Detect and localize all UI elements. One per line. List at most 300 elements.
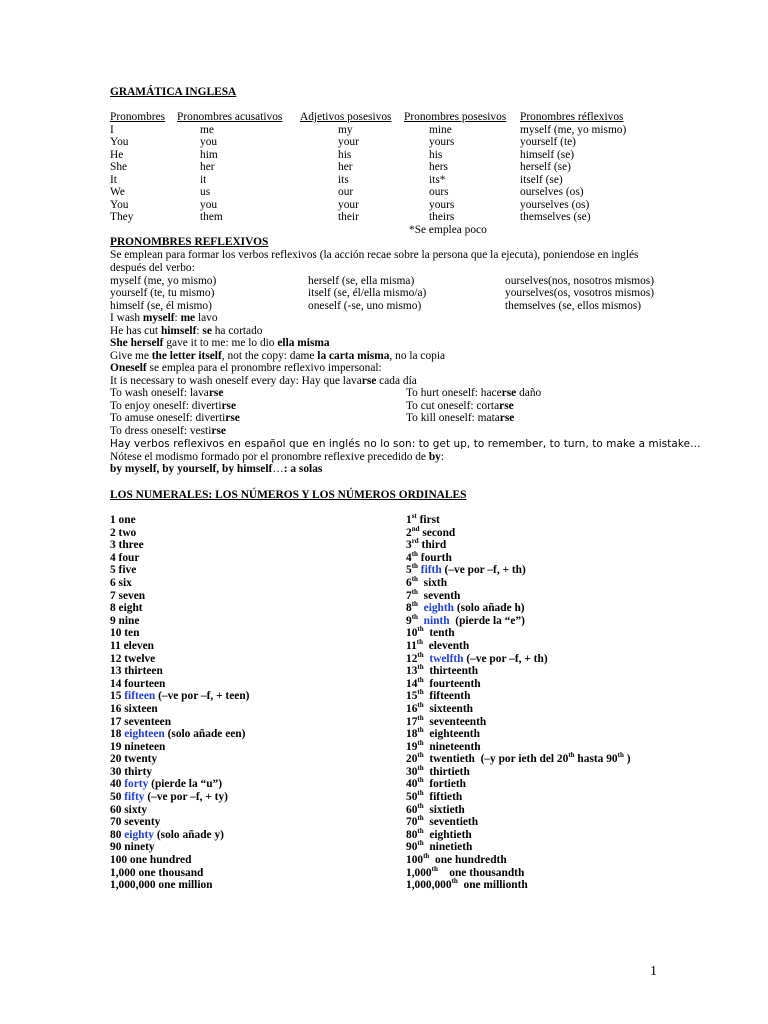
reflexive-grid-col-2: [308, 275, 426, 313]
table-cell: ours: [429, 186, 449, 199]
ordinal-number: 16: [406, 702, 418, 715]
cardinal-item: [110, 690, 249, 703]
col-reflexivos: [520, 111, 626, 224]
ordinal-item: [406, 665, 631, 678]
ordinal-number: 40: [406, 778, 418, 791]
text: To dress oneself: vesti: [110, 424, 212, 437]
text: It is necessary to wash oneself every day: Hay que lava: [110, 374, 362, 387]
ordinal-number: 1,000: [406, 866, 432, 879]
text: (–ve por –f, + th): [463, 652, 548, 665]
text: (solo añade h): [454, 602, 525, 615]
text: se emplea para el pronombre reflexivo impersonal:: [146, 362, 382, 374]
table-footnote: *Se emplea poco: [409, 224, 487, 236]
text: fifteenth: [423, 690, 471, 703]
text: 1,000,000 one million: [110, 879, 213, 892]
text: 30 thirty: [110, 765, 153, 778]
ordinal-item: [406, 574, 631, 590]
table-cell: their: [338, 211, 359, 224]
ordinal-number: 15: [406, 690, 418, 703]
text: sixteenth: [423, 702, 473, 715]
text: 12 twelve: [110, 652, 156, 665]
cardinal-item: [110, 879, 249, 892]
text: cada día: [376, 374, 417, 387]
table-cell: myself (me, yo mismo): [520, 123, 627, 136]
text: :: [440, 450, 445, 463]
text: 40: [110, 778, 125, 791]
text: 7 seven: [110, 589, 146, 602]
ordinal-number: 19: [406, 740, 418, 753]
highlighted-word: fifteen: [124, 690, 156, 703]
ordinal-number: 20: [406, 753, 418, 766]
highlighted-word: twelfth: [429, 652, 464, 665]
grid-cell: itself (se, él/ella mismo/a): [308, 287, 427, 300]
col-adjetivos: [300, 111, 391, 124]
ordinal-suffix: th: [417, 713, 424, 722]
cardinal-item: [110, 728, 249, 741]
ordinal-item: [406, 690, 631, 703]
highlighted-word: fifty: [124, 791, 145, 804]
highlighted-word: forty: [124, 778, 149, 791]
ordinal-number: 2: [406, 526, 412, 539]
ordinal-item: [406, 564, 631, 577]
text: ninetieth: [423, 841, 473, 854]
verb-line: [110, 387, 240, 400]
text: sixth: [417, 576, 448, 589]
text: :: [174, 312, 181, 324]
ordinal-item: [406, 627, 631, 640]
grid-cell: himself (se, él mismo): [110, 299, 212, 312]
grid-cell: ourselves(nos, nosotros mismos): [505, 274, 655, 287]
text: seventh: [417, 589, 461, 602]
section-heading-reflexivos: PRONOMBRES REFLEXIVOS: [110, 236, 269, 248]
ordinal-item: [406, 826, 631, 842]
highlighted-word: eighth: [423, 602, 455, 615]
table-cell: his: [429, 148, 443, 161]
ordinal-item: [406, 650, 631, 666]
highlighted-word: ninth: [423, 614, 450, 627]
table-header: Adjetivos posesivos: [300, 111, 392, 123]
ordinal-item: [406, 854, 631, 867]
cardinal-item: [110, 829, 249, 842]
ordinal-number: 6: [406, 576, 412, 589]
example-line: [110, 451, 444, 464]
table-cell: her: [200, 161, 215, 174]
text: 19 nineteen: [110, 740, 166, 753]
cardinal-item: [110, 514, 249, 527]
text: Give me: [110, 349, 152, 362]
text: lavo: [195, 312, 218, 324]
ordinal-suffix: rd: [411, 537, 419, 546]
verbs-left: [110, 387, 240, 437]
text: gave it to me: me lo dio: [163, 337, 278, 349]
text: Nótese el modismo formado por el pronombre reflexive precedido de: [110, 450, 429, 463]
text: 6 six: [110, 576, 132, 589]
table-cell: him: [200, 148, 218, 161]
ordinal-suffix: th: [431, 864, 438, 873]
cardinal-item: [110, 804, 249, 817]
ordinal-suffix: th: [417, 663, 424, 672]
verb-line: [110, 400, 240, 413]
section-heading-numerales: LOS NUMERALES: LOS NÚMEROS Y LOS NÚMEROS ORDINALES: [110, 489, 467, 501]
ordinal-suffix: th: [417, 801, 424, 810]
text: fortieth: [423, 778, 467, 791]
verbs-right: [406, 387, 541, 425]
text: To enjoy oneself: diverti: [110, 399, 222, 412]
ordinal-number: 13: [406, 665, 418, 678]
text: To cut oneself: corta: [406, 399, 500, 412]
cardinal-item: [110, 741, 249, 754]
text: To kill oneself: mata: [406, 412, 500, 425]
example-line: [110, 463, 322, 476]
text: (–ve por –f, + ty): [144, 791, 228, 804]
grid-cell: yourself (te, tu mismo): [110, 287, 215, 300]
text: 9 nine: [110, 614, 140, 627]
table-cell: them: [200, 211, 223, 224]
ordinal-suffix: th: [417, 675, 424, 684]
reflexive-grid-col-1: [110, 275, 216, 313]
text: (pierde la “e”): [449, 614, 525, 627]
text: eleventh: [423, 639, 470, 652]
ordinal-suffix: nd: [411, 524, 420, 533]
table-cell: They: [110, 211, 134, 224]
table-cell: it: [200, 173, 207, 186]
text: To hurt oneself: hace: [406, 387, 502, 399]
text: one millionth: [457, 879, 528, 892]
text: 80: [110, 828, 125, 841]
ordinal-number: 1,000,000: [406, 879, 452, 892]
ordinal-number: 9: [406, 614, 412, 627]
text: rse: [499, 412, 515, 425]
table-cell: You: [110, 136, 129, 149]
text: (solo añade een): [164, 728, 246, 741]
text: thirtieth: [423, 765, 470, 778]
table-cell: your: [338, 198, 359, 211]
verb-line: [406, 412, 541, 425]
ordinal-item: [406, 791, 631, 804]
cardinal-item: [110, 552, 249, 565]
ordinal-suffix: th: [423, 852, 430, 861]
ordinal-suffix: th: [411, 600, 418, 609]
text: 100 one hundred: [110, 854, 192, 867]
text: daño: [516, 387, 542, 399]
text: hasta 90: [574, 753, 618, 766]
table-cell: himself (se): [520, 148, 575, 161]
table-cell: yours: [429, 198, 455, 211]
ordinal-number: 80: [406, 828, 418, 841]
text: ella misma: [277, 337, 330, 349]
table-header: Pronombres posesivos: [404, 111, 507, 123]
text: (–ve por –f, + teen): [155, 690, 250, 703]
cardinal-item: [110, 678, 249, 691]
text: Oneself: [110, 362, 147, 374]
ordinal-item: [406, 763, 631, 779]
cardinal-item: [110, 766, 249, 779]
text: 5 five: [110, 564, 137, 577]
text: 13 thirteen: [110, 665, 163, 678]
text: one thousandth: [437, 866, 525, 879]
text: 14 fourteen: [110, 677, 166, 690]
verb-line: [110, 425, 240, 438]
cardinal-item: [110, 602, 249, 615]
ordinal-number: 90: [406, 841, 418, 854]
table-cell: her: [338, 161, 353, 174]
table-cell: themselves (se): [520, 211, 591, 224]
text: (pierde la “u”): [148, 778, 223, 791]
text: rse: [221, 399, 237, 412]
ordinal-item: [406, 587, 631, 603]
ordinal-number: 60: [406, 803, 418, 816]
highlighted-word: eighteen: [124, 728, 165, 741]
text: me: [180, 312, 196, 324]
text: twentieth (–y por ieth del 20: [423, 753, 569, 766]
verb-line: [406, 387, 541, 400]
text: 10 ten: [110, 627, 140, 640]
ordinal-number: 3: [406, 539, 412, 552]
text: eighteenth: [423, 728, 480, 741]
table-cell: ourselves (os): [520, 186, 584, 199]
example-line: [110, 350, 445, 363]
ordinal-item: [406, 801, 631, 817]
text: ha cortado: [211, 324, 263, 337]
ordinal-item: [406, 612, 631, 628]
text: …: [272, 463, 284, 475]
text: , no la copia: [389, 349, 446, 362]
text: by: [428, 450, 441, 463]
highlighted-word: fifth: [420, 564, 442, 577]
ordinal-item: [406, 700, 631, 716]
page-title: GRAMÁTICA INGLESA: [110, 86, 237, 98]
table-cell: its*: [429, 173, 446, 186]
text: 4 four: [110, 551, 140, 564]
table-cell: It: [110, 173, 117, 186]
ordinal-number: 12: [406, 652, 418, 665]
ordinal-item: [406, 514, 631, 527]
ordinal-item: [406, 879, 631, 892]
text: tenth: [423, 627, 455, 640]
text: He has cut: [110, 324, 161, 337]
ordinal-suffix: th: [417, 650, 424, 659]
text: 16 sixteen: [110, 702, 158, 715]
ordinal-suffix: th: [416, 637, 423, 646]
text: 8 eight: [110, 602, 143, 615]
text: seventeenth: [423, 715, 487, 728]
grid-cell: myself (me, yo mismo): [110, 274, 217, 287]
text: seventieth: [423, 816, 479, 829]
ordinal-suffix: th: [417, 625, 424, 634]
cardinal-item: [110, 716, 249, 729]
text: ): [623, 753, 631, 766]
text: first: [416, 514, 440, 526]
handwritten-note: Hay verbos reflexivos en español que en inglés no lo son: to get up, to remember, to turn, to make a mistake…: [110, 438, 701, 450]
text: se: [202, 324, 212, 337]
text: himself: [160, 324, 197, 337]
ordinal-number: 18: [406, 728, 418, 741]
table-cell: you: [200, 198, 218, 211]
cardinal-item: [110, 791, 249, 804]
ordinal-item: [406, 637, 631, 653]
example-line: [110, 362, 382, 375]
text: : a solas: [283, 463, 323, 475]
ordinal-item: [406, 539, 631, 552]
table-cell: herself (se): [520, 161, 571, 174]
page-number: 1: [650, 964, 657, 979]
text: second: [419, 526, 456, 539]
ordinal-suffix: th: [417, 751, 424, 760]
table-cell: mine: [429, 123, 452, 136]
cardinal-item: [110, 615, 249, 628]
text: sixtieth: [423, 803, 465, 816]
ordinal-suffix: th: [417, 688, 424, 697]
ordinal-item: [406, 728, 631, 741]
text: myself: [142, 312, 175, 324]
table-cell: me: [200, 123, 214, 136]
table-cell: you: [200, 136, 218, 149]
cardinal-item: [110, 867, 249, 880]
table-cell: yours: [429, 136, 455, 149]
ordinal-number: 1: [406, 514, 412, 526]
text: rse: [211, 424, 226, 437]
table-cell: itself (se): [520, 173, 563, 186]
ordinal-suffix: th: [417, 839, 424, 848]
cardinals-list: [110, 514, 249, 892]
ordinal-suffix: th: [451, 877, 458, 886]
text: (solo añade y): [154, 828, 224, 841]
text: one hundredth: [429, 854, 507, 867]
table-cell: theirs: [429, 211, 455, 224]
table-cell: us: [200, 186, 211, 199]
ordinal-item: [406, 549, 631, 565]
ordinal-suffix: th: [417, 726, 424, 735]
cardinal-item: [110, 590, 249, 603]
ordinal-number: 11: [406, 639, 417, 652]
ordinal-item: [406, 841, 631, 854]
text: la carta misma: [317, 349, 390, 362]
ordinal-item: [406, 713, 631, 729]
col-posesivos: [404, 111, 506, 124]
ordinal-number: 8: [406, 602, 412, 615]
text: , not the copy: dame: [221, 349, 318, 362]
ordinal-number: 50: [406, 791, 418, 804]
cardinal-item: [110, 527, 249, 540]
ordinal-suffix: th: [411, 587, 418, 596]
example-line: [110, 337, 330, 350]
text: fourteenth: [423, 677, 481, 690]
table-cell: hers: [429, 161, 448, 174]
reflexive-grid-col-3: [505, 275, 654, 313]
intro-line: Se emplean para formar los verbos reflexivos (la acción recae sobre la persona que la ejecuta), poniendose en inglés: [110, 249, 639, 261]
verb-line: [406, 400, 541, 413]
text: 20 twenty: [110, 753, 158, 766]
col-acusativos-values: [200, 124, 223, 224]
text: eightieth: [423, 828, 472, 841]
ordinal-item: [406, 778, 631, 791]
ordinal-suffix: th: [411, 549, 418, 558]
text: fiftieth: [423, 791, 463, 804]
ordinal-suffix: th: [417, 700, 424, 709]
text: She herself: [110, 337, 164, 349]
table-header: Pronombres acusativos: [177, 111, 283, 123]
table-cell: his: [338, 148, 352, 161]
ordinal-suffix: th: [417, 763, 424, 772]
text: (–ve por –f, + th): [441, 564, 526, 577]
text: 50: [110, 791, 125, 804]
ordinal-number: 14: [406, 677, 418, 690]
ordinal-item: [406, 675, 631, 691]
col-pronombres: [110, 111, 165, 224]
text: fourth: [417, 551, 452, 564]
text: rse: [361, 374, 377, 387]
ordinal-number: 17: [406, 715, 418, 728]
grid-cell: themselves (se, ellos mismos): [505, 299, 642, 312]
text: 90 ninety: [110, 841, 155, 854]
example-line: [110, 312, 218, 325]
cardinal-item: [110, 627, 249, 640]
cardinal-item: [110, 564, 249, 577]
grid-cell: oneself (-se, uno mismo): [308, 299, 422, 312]
col-posesivos-values: [429, 124, 454, 224]
text: To amuse oneself: diverti: [110, 412, 226, 425]
example-line: [110, 325, 263, 338]
text: rse: [208, 387, 224, 399]
text: 18: [110, 728, 125, 741]
table-cell: You: [110, 198, 129, 211]
table-cell: yourself (te): [520, 136, 576, 149]
ordinal-suffix: th: [568, 751, 575, 760]
cardinal-item: [110, 703, 249, 716]
ordinal-item: [406, 524, 631, 540]
text: third: [418, 539, 447, 552]
ordinal-item: [406, 602, 631, 615]
text: To wash oneself: lava: [110, 387, 209, 399]
cardinal-item: [110, 665, 249, 678]
cardinal-item: [110, 539, 249, 552]
text: 2 two: [110, 526, 137, 539]
col-adjetivos-values: [338, 124, 359, 224]
ordinal-number: 100: [406, 854, 424, 867]
grid-cell: yourselves(os, vosotros mismos): [505, 287, 655, 300]
ordinal-number: 10: [406, 627, 418, 640]
text: thirteenth: [423, 665, 479, 678]
ordinal-suffix: th: [417, 826, 424, 835]
cardinal-item: [110, 753, 249, 766]
highlighted-word: eighty: [124, 828, 154, 841]
cardinal-item: [110, 816, 249, 829]
table-cell: yourselves (os): [520, 198, 590, 211]
cardinal-item: [110, 577, 249, 590]
ordinal-number: 30: [406, 765, 418, 778]
table-cell: He: [110, 148, 124, 161]
ordinal-suffix: th: [617, 751, 624, 760]
table-cell: I: [110, 123, 114, 136]
ordinal-number: 5: [406, 564, 412, 577]
ordinal-item: [406, 738, 631, 754]
cardinal-item: [110, 653, 249, 666]
text: 1,000 one thousand: [110, 866, 204, 879]
text: 17 seventeen: [110, 715, 172, 728]
text: 60 sixty: [110, 803, 148, 816]
ordinal-number: 70: [406, 816, 418, 829]
text: the letter itself: [151, 349, 222, 362]
ordinal-item: [406, 753, 631, 766]
ordinal-number: 7: [406, 589, 412, 602]
table-cell: We: [110, 186, 125, 199]
ordinal-suffix: th: [417, 814, 424, 823]
text: 11 eleven: [110, 639, 154, 652]
text: rse: [501, 387, 517, 399]
table-cell: its: [338, 173, 349, 186]
text: 1 one: [110, 514, 136, 526]
ordinal-suffix: th: [411, 562, 418, 571]
